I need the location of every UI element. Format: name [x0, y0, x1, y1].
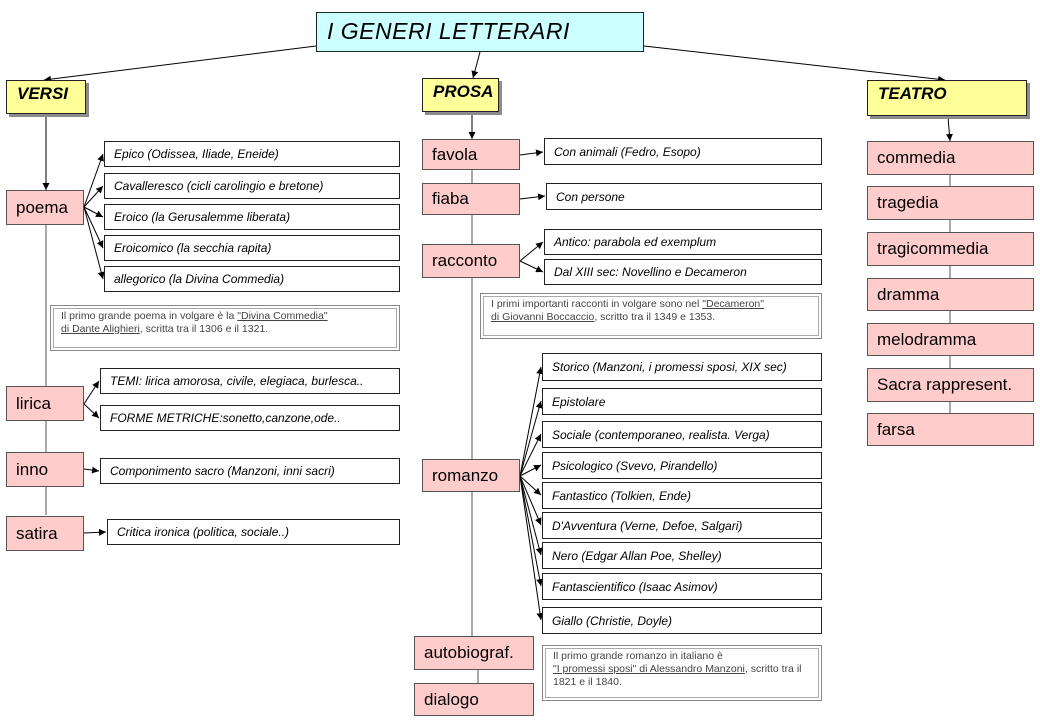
node-favola: favola: [422, 139, 520, 170]
node-autobiograf: autobiograf.: [414, 636, 534, 670]
node-poema: poema: [6, 190, 84, 225]
node-satira: satira: [6, 516, 84, 551]
inno-item: Componimento sacro (Manzoni, inni sacri): [100, 458, 400, 484]
romanzo-item: Giallo (Christie, Doyle): [542, 607, 822, 634]
teatro-item: Sacra rappresent.: [867, 368, 1034, 402]
teatro-item: melodramma: [867, 323, 1034, 356]
node-lirica: lirica: [6, 386, 84, 421]
racconto-note: I primi importanti racconti in volgare sono nel "Decameron" di Giovanni Boccaccio, scritto tra il 1349 e 1353.: [480, 293, 822, 339]
romanzo-item: Nero (Edgar Allan Poe, Shelley): [542, 542, 822, 569]
node-inno: inno: [6, 452, 84, 487]
teatro-item: tragicommedia: [867, 232, 1034, 266]
lirica-item: FORME METRICHE:sonetto,canzone,ode..: [100, 405, 400, 431]
category-teatro: TEATRO: [867, 80, 1027, 116]
node-dialogo: dialogo: [414, 683, 534, 716]
teatro-item: dramma: [867, 278, 1034, 311]
category-prosa: PROSA: [422, 78, 499, 112]
node-romanzo: romanzo: [422, 459, 520, 492]
teatro-item: tragedia: [867, 186, 1034, 220]
favola-item: Con animali (Fedro, Esopo): [544, 138, 822, 165]
lirica-item: TEMI: lirica amorosa, civile, elegiaca, burlesca..: [100, 368, 400, 394]
racconto-item: Dal XIII sec: Novellino e Decameron: [544, 259, 822, 285]
poema-item: Cavalleresco (cicli carolingio e bretone): [104, 173, 400, 199]
category-versi: VERSI: [6, 80, 86, 114]
racconto-item: Antico: parabola ed exemplum: [544, 229, 822, 255]
teatro-item: commedia: [867, 141, 1034, 175]
romanzo-note: Il primo grande romanzo in italiano è "I promessi sposi" di Alessandro Manzoni, scritto tra il 1821 e il 1840.: [542, 645, 822, 701]
node-fiaba: fiaba: [422, 183, 520, 215]
satira-item: Critica ironica (politica, sociale..): [107, 519, 400, 545]
poema-note: Il primo grande poema in volgare è la "Divina Commedia" di Dante Alighieri, scritta tra il 1306 e il 1321.: [50, 305, 400, 351]
romanzo-item: Sociale (contemporaneo, realista. Verga): [542, 421, 822, 448]
romanzo-item: Fantascientifico (Isaac Asimov): [542, 573, 822, 600]
poema-item: Epico (Odissea, Iliade, Eneide): [104, 141, 400, 167]
node-racconto: racconto: [422, 244, 520, 278]
romanzo-item: Fantastico (Tolkien, Ende): [542, 482, 822, 509]
fiaba-item: Con persone: [546, 183, 822, 210]
romanzo-item: Storico (Manzoni, i promessi sposi, XIX sec): [542, 353, 822, 381]
romanzo-item: Epistolare: [542, 388, 822, 415]
diagram-title: I GENERI LETTERARI: [316, 12, 644, 52]
poema-item: Eroicomico (la secchia rapita): [104, 235, 400, 261]
romanzo-item: D'Avventura (Verne, Defoe, Salgari): [542, 512, 822, 539]
poema-item: allegorico (la Divina Commedia): [104, 266, 400, 292]
teatro-item: farsa: [867, 413, 1034, 446]
poema-item: Eroico (la Gerusalemme liberata): [104, 204, 400, 230]
romanzo-item: Psicologico (Svevo, Pirandello): [542, 452, 822, 479]
